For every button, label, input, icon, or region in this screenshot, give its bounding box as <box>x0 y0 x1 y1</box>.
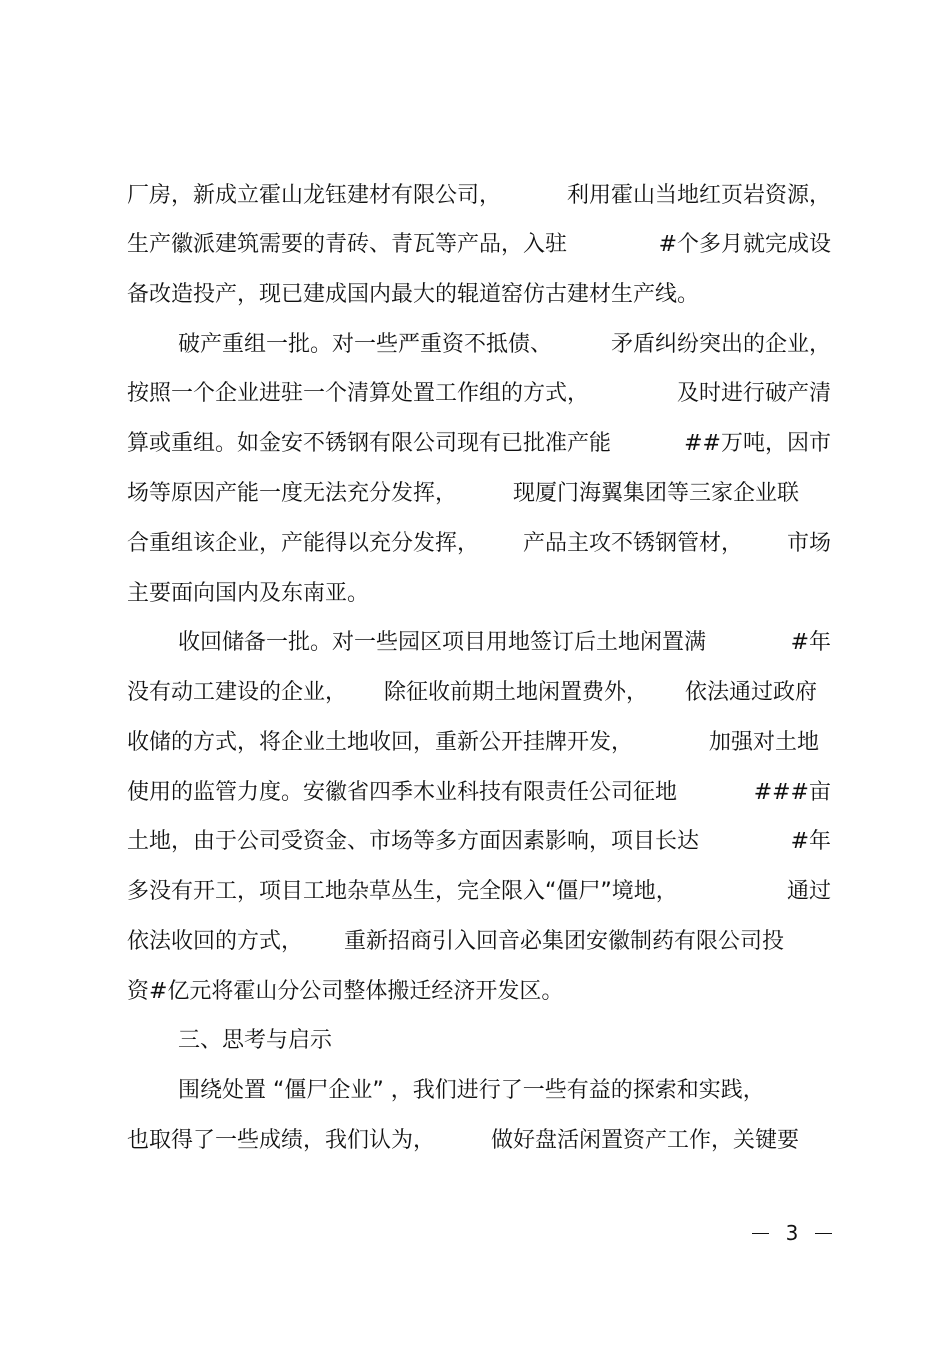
text-line-14 <box>127 822 831 862</box>
paragraph-heading-bankruptcy <box>178 325 831 365</box>
text-line-1 <box>127 176 831 216</box>
text-segment: 算或重组。如金安不锈钢有限公司现有已批准产能 <box>127 431 612 456</box>
text-line-11 <box>127 673 817 713</box>
text-line-8 <box>127 524 831 564</box>
text-segment: 场等原因产能一度无法充分发挥， <box>127 481 458 506</box>
text-segment: 土地，由于公司受资金、市场等多方面因素影响，项目长达 <box>127 829 700 854</box>
text-segment: 破产重组一批。对一些严重资不抵债、 <box>178 332 553 357</box>
text-segment: 市场 <box>786 531 831 556</box>
text-line-13 <box>127 773 831 813</box>
text-segment: #年 <box>790 829 831 854</box>
text-segment: 多没有开工，项目工地杂草丛生，完全限入“僵尸”境地， <box>127 879 678 904</box>
text-line-12 <box>127 723 819 763</box>
dash-right <box>815 1233 832 1234</box>
text-segment: 产品主攻不锈钢管材， <box>522 531 743 556</box>
text-segment: 资#亿元将霍山分公司整体搬迁经济开发区。 <box>127 979 564 1004</box>
text-segment: 围绕处置 “僵尸企业” ，我们进行了一些有益的探索和实践， <box>178 1078 765 1103</box>
text-segment: 生产徽派建筑需要的青砖、青瓦等产品，入驻 <box>127 232 568 257</box>
text-line-19 <box>178 1071 831 1111</box>
page-number <box>752 1216 832 1250</box>
text-segment: ##万吨，因市 <box>684 431 831 456</box>
text-segment: 现厦门海翼集团等三家企业联 <box>512 481 799 506</box>
text-line-16 <box>127 922 784 962</box>
section-heading <box>178 1021 831 1061</box>
text-segment: 收储的方式，将企业土地收回，重新公开挂牌开发， <box>127 730 634 755</box>
text-segment: 重新招商引入回音必集团安徽制药有限公司投 <box>343 929 784 954</box>
text-segment: 除征收前期土地闲置费外， <box>383 680 648 705</box>
text-segment: 依法通过政府 <box>684 680 817 705</box>
text-line-20 <box>127 1121 799 1161</box>
text-segment: 加强对土地 <box>708 730 819 755</box>
text-line-5 <box>127 374 831 414</box>
text-segment: #个多月就完成设 <box>658 232 831 257</box>
text-segment: ###亩 <box>753 780 831 805</box>
text-segment: 使用的监管力度。安徽省四季木业科技有限责任公司征地 <box>127 780 678 805</box>
text-line-9 <box>127 574 831 614</box>
text-segment: 利用霍山当地红页岩资源， <box>566 183 831 208</box>
text-line-2 <box>127 225 831 265</box>
paragraph-heading-reclaim <box>178 623 831 663</box>
text-segment: 三、思考与启示 <box>178 1028 333 1053</box>
text-segment: 厂房，新成立霍山龙钰建材有限公司， <box>127 183 502 208</box>
text-segment: 合重组该企业，产能得以充分发挥， <box>127 531 480 556</box>
text-segment: 主要面向国内及东南亚。 <box>127 581 370 606</box>
text-line-17 <box>127 972 831 1012</box>
text-segment: 按照一个企业进驻一个清算处置工作组的方式， <box>127 381 590 406</box>
dash-left <box>752 1233 769 1234</box>
text-segment: 及时进行破产清 <box>676 381 831 406</box>
text-segment: #年 <box>790 630 831 655</box>
text-line-15 <box>127 872 831 912</box>
text-segment: 做好盘活闲置资产工作，关键要 <box>490 1128 799 1153</box>
text-segment: 收回储备一批。对一些园区项目用地签订后土地闲置满 <box>178 630 707 655</box>
text-segment: 矛盾纠纷突出的企业， <box>610 332 831 357</box>
text-segment: 没有动工建设的企业， <box>127 680 348 705</box>
text-line-3 <box>127 275 831 315</box>
text-line-7 <box>127 474 799 514</box>
text-segment: 也取得了一些成绩，我们认为， <box>127 1128 436 1153</box>
text-line-6 <box>127 424 831 464</box>
text-segment: 依法收回的方式， <box>127 929 304 954</box>
text-segment: 通过 <box>786 879 831 904</box>
page-number-value: 3 <box>785 1221 799 1245</box>
text-segment: 备改造投产，现已建成国内最大的辊道窑仿古建材生产线。 <box>127 282 700 307</box>
